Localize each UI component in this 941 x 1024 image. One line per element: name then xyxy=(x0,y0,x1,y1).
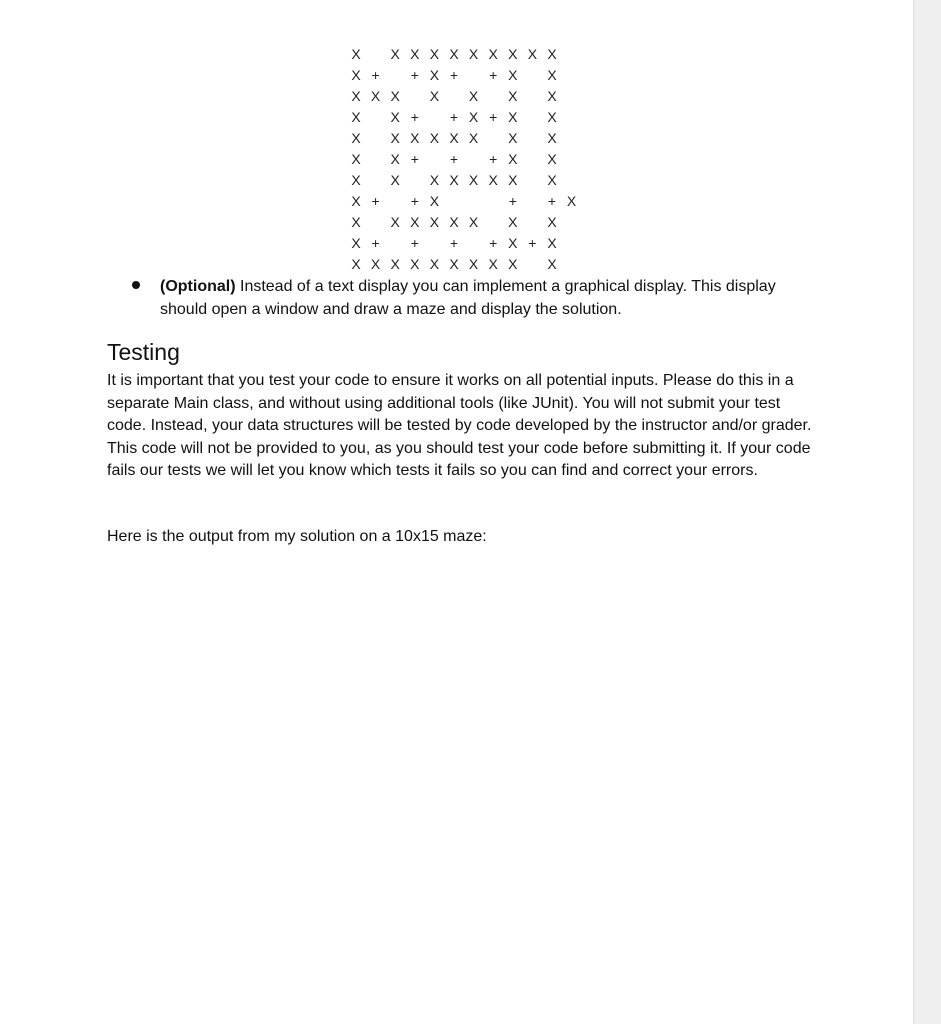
maze-wall-cell: X xyxy=(429,67,440,83)
maze-wall-cell: X xyxy=(508,151,518,167)
maze-text-display xyxy=(351,44,577,275)
maze-wall-cell: X xyxy=(351,109,361,125)
maze-wall-cell: X xyxy=(449,172,459,188)
maze-wall-cell: X xyxy=(547,172,557,188)
maze-wall-cell: X xyxy=(351,88,361,104)
maze-wall-cell: X xyxy=(429,256,440,272)
maze-path-cell: + xyxy=(449,109,459,125)
maze-wall-cell: X xyxy=(547,256,557,272)
maze-wall-cell: X xyxy=(410,214,420,230)
maze-row xyxy=(353,107,563,128)
maze-wall-cell: X xyxy=(547,151,557,167)
maze-wall-cell: X xyxy=(547,67,557,83)
maze-wall-cell: X xyxy=(508,172,518,188)
maze-path-cell: + xyxy=(371,67,380,83)
maze-wall-cell: X xyxy=(508,235,518,251)
maze-wall-cell: X xyxy=(449,256,459,272)
maze-wall-cell: X xyxy=(410,256,420,272)
maze-wall-cell: X xyxy=(351,46,361,62)
maze-wall-cell: X xyxy=(547,109,557,125)
maze-wall-cell: X xyxy=(547,130,557,146)
maze-wall-cell: X xyxy=(508,46,518,62)
maze-row xyxy=(353,233,563,254)
maze-path-cell: + xyxy=(410,67,419,83)
maze-wall-cell: X xyxy=(468,214,479,230)
scrollbar-gutter[interactable] xyxy=(913,0,941,1024)
maze-wall-cell: X xyxy=(449,130,459,146)
maze-path-cell: + xyxy=(449,151,459,167)
maze-wall-cell: X xyxy=(351,193,361,209)
maze-row xyxy=(353,128,563,149)
maze-row xyxy=(353,86,563,107)
maze-row xyxy=(351,191,577,212)
maze-wall-cell: X xyxy=(390,172,400,188)
maze-wall-cell: X xyxy=(429,46,440,62)
maze-wall-cell: X xyxy=(547,235,557,251)
maze-row xyxy=(353,65,563,86)
maze-row xyxy=(353,254,563,275)
maze-path-cell: + xyxy=(508,193,517,209)
maze-wall-cell: X xyxy=(351,151,361,167)
maze-wall-cell: X xyxy=(390,130,400,146)
maze-path-cell: + xyxy=(547,193,557,209)
maze-wall-cell: X xyxy=(370,256,381,272)
maze-wall-cell: X xyxy=(468,172,479,188)
maze-wall-cell: X xyxy=(429,88,440,104)
maze-wall-cell: X xyxy=(370,88,381,104)
optional-bullet-text xyxy=(160,276,825,321)
maze-wall-cell: X xyxy=(390,88,400,104)
maze-wall-cell: X xyxy=(488,172,498,188)
maze-path-cell: + xyxy=(449,235,459,251)
maze-wall-cell: X xyxy=(429,172,440,188)
maze-wall-cell: X xyxy=(468,130,479,146)
maze-path-cell: + xyxy=(528,235,537,251)
maze-wall-cell: X xyxy=(547,46,557,62)
maze-path-cell: + xyxy=(371,235,380,251)
maze-wall-cell: X xyxy=(390,214,400,230)
maze-path-cell: + xyxy=(489,151,498,167)
bullet-dot-icon xyxy=(132,281,140,289)
maze-wall-cell: X xyxy=(547,88,557,104)
maze-wall-cell: X xyxy=(390,256,400,272)
maze-wall-cell: X xyxy=(351,67,361,83)
maze-path-cell: + xyxy=(410,109,419,125)
maze-wall-cell: X xyxy=(449,214,459,230)
maze-wall-cell: X xyxy=(527,46,538,62)
maze-wall-cell: X xyxy=(508,109,518,125)
maze-wall-cell: X xyxy=(351,214,361,230)
maze-wall-cell: X xyxy=(508,214,518,230)
maze-path-cell: + xyxy=(410,151,419,167)
maze-wall-cell: X xyxy=(468,46,479,62)
maze-wall-cell: X xyxy=(410,130,420,146)
maze-wall-cell: X xyxy=(488,46,498,62)
optional-description: Instead of a text display you can implement a graphical display. This display should open a window and draw a maze and display the solution. xyxy=(160,278,776,318)
maze-wall-cell: X xyxy=(508,67,518,83)
maze-wall-cell: X xyxy=(351,235,361,251)
maze-wall-cell: X xyxy=(468,88,479,104)
maze-path-cell: + xyxy=(371,193,380,209)
maze-wall-cell: X xyxy=(351,256,361,272)
maze-path-cell: + xyxy=(410,235,419,251)
maze-wall-cell: X xyxy=(351,130,361,146)
maze-row xyxy=(353,44,563,65)
maze-row xyxy=(353,170,563,191)
maze-wall-cell: X xyxy=(566,193,577,209)
maze-wall-cell: X xyxy=(449,46,459,62)
maze-wall-cell: X xyxy=(488,256,498,272)
maze-wall-cell: X xyxy=(390,109,400,125)
maze-wall-cell: X xyxy=(508,256,518,272)
maze-wall-cell: X xyxy=(429,214,440,230)
maze-row xyxy=(353,149,563,170)
testing-paragraph: It is important that you test your code to ensure it works on all potential inputs. Please do this in a separate Main class, and without using additional tools (like JUnit). You will not submit your test code. Instead, your data structures will be tested by code developed by the instructor and/or grader. This code will not be provided to you, as you should test your code before submitting it. If your code fails our tests we will let you know which tests it fails so you can find and correct your errors. xyxy=(107,372,812,479)
maze-wall-cell: X xyxy=(508,88,518,104)
maze-wall-cell: X xyxy=(468,256,479,272)
maze-path-cell: + xyxy=(489,67,498,83)
optional-label: (Optional) xyxy=(160,278,236,295)
testing-heading: Testing xyxy=(107,339,180,365)
maze-path-cell: + xyxy=(489,235,498,251)
maze-wall-cell: X xyxy=(390,151,400,167)
maze-wall-cell: X xyxy=(508,130,518,146)
maze-wall-cell: X xyxy=(468,109,479,125)
maze-path-cell: + xyxy=(489,109,498,125)
maze-wall-cell: X xyxy=(390,46,400,62)
maze-wall-cell: X xyxy=(410,46,420,62)
output-intro-text: Here is the output from my solution on a 10x15 maze: xyxy=(107,528,487,545)
maze-wall-cell: X xyxy=(429,130,440,146)
maze-wall-cell: X xyxy=(351,172,361,188)
maze-row xyxy=(353,212,563,233)
maze-path-cell: + xyxy=(449,67,459,83)
maze-wall-cell: X xyxy=(429,193,440,209)
maze-path-cell: + xyxy=(410,193,419,209)
maze-wall-cell: X xyxy=(547,214,557,230)
